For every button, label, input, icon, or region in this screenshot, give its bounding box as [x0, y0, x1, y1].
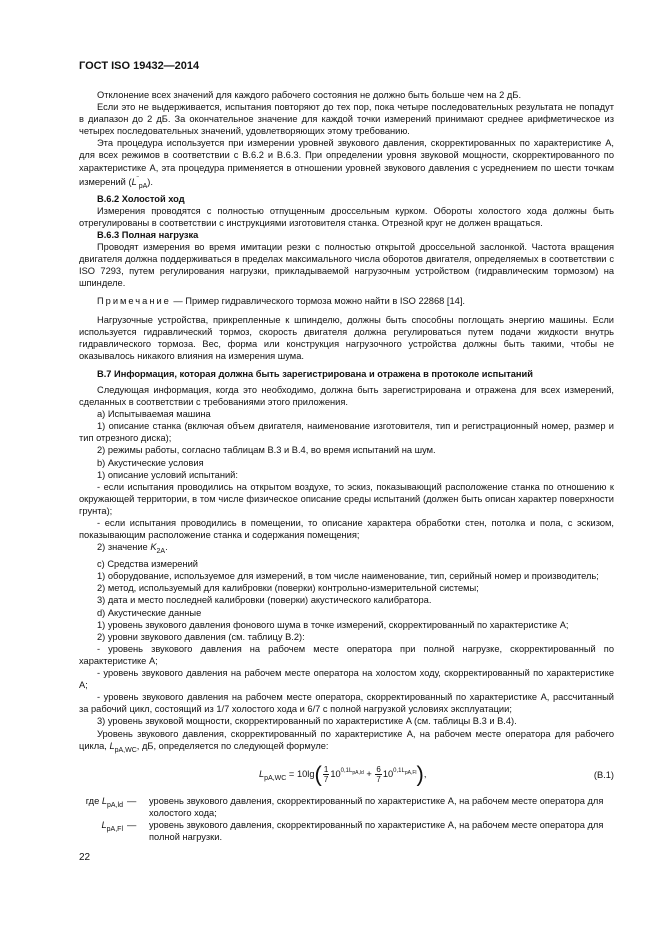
section-heading-b7: B.7 Информация, которая должна быть зарегистрирована и отражена в протоколе испытаний: [97, 368, 533, 379]
list-item: 2) метод, используемый для калибровки (поверки) контрольно-измерительной системы;: [97, 583, 479, 594]
list-item: 3) уровень звуковой мощности, скорректированный по характеристике A (см. таблицы B.3 и B.4).: [97, 716, 517, 727]
list-item: 3) дата и место последней калибровки (поверки) акустического калибратора.: [97, 595, 432, 606]
exp-sub: pA,Fl: [404, 770, 417, 777]
symbol: K: [150, 542, 157, 553]
note: [79, 295, 614, 307]
formula-eq: = 10lg: [286, 768, 315, 779]
text-run: ).: [147, 176, 153, 187]
list-item: d) Акустические данные: [97, 607, 202, 618]
formula-paren-close: ): [416, 761, 424, 786]
list-item: - уровень звукового давления на рабочем месте оператора, скорректированный по характеристике A, рассчитанный за рабочий цикл, состоящий из 1/7 холостого хода и 6/7 с полной нагрузкой условиях эксплуатации;: [79, 692, 614, 715]
symbol: L: [131, 176, 137, 187]
text-run: 2) значение: [97, 542, 151, 553]
where-text: уровень звукового давления, скорректированный по характеристике A, на рабочем месте оператора для холостого хода;: [149, 795, 604, 818]
section-heading-b62: B.6.2 Холостой ход: [97, 193, 185, 204]
symbol-sub: pA,ld: [107, 801, 123, 809]
list-item: b) Акустические условия: [97, 457, 204, 468]
list-item: 1) описание станка (включая объем двигателя, наименование изготовителя, тип и регистрационный номер, размер и тип отрезного диска);: [79, 421, 614, 444]
formula-fraction-1: [323, 765, 329, 784]
paragraph: Отклонение всех значений для каждого рабочего состояния не должно быть больше чем на 2 дБ.: [97, 90, 522, 100]
list-item: - если испытания проводились в помещении, то описание характера обработки стен, потолка и пола, с эскизом, показывающим расположение станка и содержания помещения;: [79, 518, 614, 541]
formula-lhs-sub: pA,WC: [264, 774, 287, 782]
formula-exp2: [393, 768, 417, 777]
where-symbol: [79, 819, 127, 843]
fraction-denominator: 7: [376, 774, 381, 784]
note-text: — Пример гидравлического тормоза можно найти в ISO 22868 [14].: [170, 296, 465, 307]
formula: [259, 761, 427, 786]
paragraph: Проводят измерения во время имитации резки с полностью открытой дроссельной заслонкой. Частота вращения двигателя должна поддерживаться в пределах максимального числа оборотов двигателя, определяемых в соответствии с ISO 7293, путем регулирования нагрузки, прикладываемой нагрузочным устройством (гидравлическим тормозом) на шпинделе.: [79, 242, 614, 289]
where-symbol: [79, 795, 127, 819]
list-item: а) Испытываемая машина: [97, 409, 211, 420]
formula-tail: ,: [423, 768, 427, 779]
text-run: Эта процедура используется при измерении уровней звукового давления, скорректированных по характеристике A, для всех режимов в соответствии с B.6.2 и B.6.3. При определении уровня звуковой мощности, скорректированного по характеристике A, эта процедура применяется в отношении уровней звукового давления с усреднением по шести точкам измерений (: [79, 138, 614, 187]
list-item: [79, 541, 614, 558]
exp-sub: pA,ld: [352, 770, 364, 777]
paragraph: Следующая информация, когда это необходимо, должна быть зарегистрирована и отражена для всех измерений, сделанных в соответствии с требованиями этого приложения.: [79, 385, 614, 408]
symbol: L: [109, 740, 115, 751]
list-item: 1) оборудование, используемое для измерений, в том числе наименование, тип, серийный номер и производитель;: [97, 571, 599, 582]
fraction-denominator: 7: [323, 774, 329, 784]
formula-plus: +: [363, 768, 375, 779]
symbol-sup: ‾: [136, 176, 139, 183]
symbol: L: [101, 819, 107, 830]
formula-fraction-2: [375, 765, 381, 784]
list-item: 1) описание условий испытаний:: [97, 469, 238, 480]
formula-block: [79, 761, 614, 791]
list-item: - уровень звукового давления на рабочем месте оператора на холостом ходу, скорректированный по характеристике A;: [79, 668, 614, 691]
text-run: , дБ, определяется по следующей формуле:: [136, 740, 329, 751]
where-text: уровень звукового давления, скорректированный по характеристике A, на рабочем месте оператора для полной нагрузки.: [149, 819, 604, 842]
section-heading-b63: B.6.3 Полная нагрузка: [97, 229, 199, 240]
fraction-numerator: 6: [376, 764, 381, 774]
text-run: Уровень звукового давления, скорректированный по характеристике A, на рабочем месте оператора для рабочего цикла,: [79, 728, 614, 751]
list-item: 1) уровень звукового давления фонового шума в точке измерений, скорректированный по характеристике A;: [97, 619, 569, 630]
exp-text: 0,1L: [340, 768, 353, 775]
paragraph: Измерения проводятся с полностью отпущенным дроссельным курком. Обороты холостого хода должны быть отрегулированы в соответствии с инструкциями изготовителя станка. Отрезной круг не должен вращаться.: [79, 205, 614, 228]
page-number: 22: [79, 852, 91, 863]
where-dash: —: [127, 819, 137, 830]
where-list: [79, 795, 614, 843]
formula-base: 10: [330, 768, 341, 779]
document-body: [79, 89, 614, 843]
formula-base: 10: [382, 768, 394, 779]
list-item: - уровень звукового давления на рабочем месте оператора при полной нагрузке, скорректированный по характеристике A;: [79, 643, 614, 666]
symbol-sub: pA,Fl: [106, 825, 123, 833]
list-item: 2) режимы работы, согласно таблицам B.3 и B.4, во время испытаний на шум.: [97, 445, 436, 456]
document-header: ГОСТ ISO 19432—2014: [79, 60, 200, 72]
where-prefix: где: [85, 795, 102, 806]
paragraph: Нагрузочные устройства, прикрепленные к шпинделю, должны быть способны поглощать энергию машины. Если используется гидравлический тормоз, скорость двигателя должна регулироваться путем подачи жидкости внутрь гидравлического тормоза. Вес, форма или конструкция нагрузочного устройства должны быть такими, чтобы не оказывалось никакого влияния на измерения шума.: [79, 314, 614, 361]
formula-paren-open: (: [314, 761, 322, 786]
symbol-sub: 2A: [156, 548, 166, 556]
formula-exp1: [340, 768, 364, 777]
list-item: - если испытания проводились на открытом воздухе, то эскиз, показывающий расположение станка по отношению к окружающей территории, в том числе физическое описание среды испытаний (должен быть описан характер поверхности грунта);: [79, 481, 614, 516]
symbol-sub: pA: [138, 182, 148, 190]
text-run: .: [165, 542, 168, 553]
formula-lhs: L: [259, 768, 265, 779]
symbol: L: [101, 795, 108, 806]
symbol-sub: pA,WC: [114, 746, 137, 754]
list-item: с) Средства измерений: [97, 559, 198, 570]
fraction-numerator: 1: [323, 764, 329, 774]
list-item: 2) уровни звукового давления (см. таблицу B.2):: [97, 631, 305, 642]
paragraph: Если это не выдерживается, испытания повторяют до тех пор, пока четыре последовательных результата не попадут в диапазон до 2 дБ. За окончательное значение для каждой точки измерений принимают среднее арифметическое из четырех последовательных значений, удовлетворяющих этому требованию.: [79, 102, 614, 137]
exp-text: 0,1L: [393, 768, 405, 775]
note-label: Примечание: [97, 296, 171, 307]
paragraph: [79, 137, 614, 192]
equation-number: (B.1): [593, 769, 614, 780]
paragraph: [79, 728, 614, 757]
where-dash: —: [127, 795, 137, 806]
